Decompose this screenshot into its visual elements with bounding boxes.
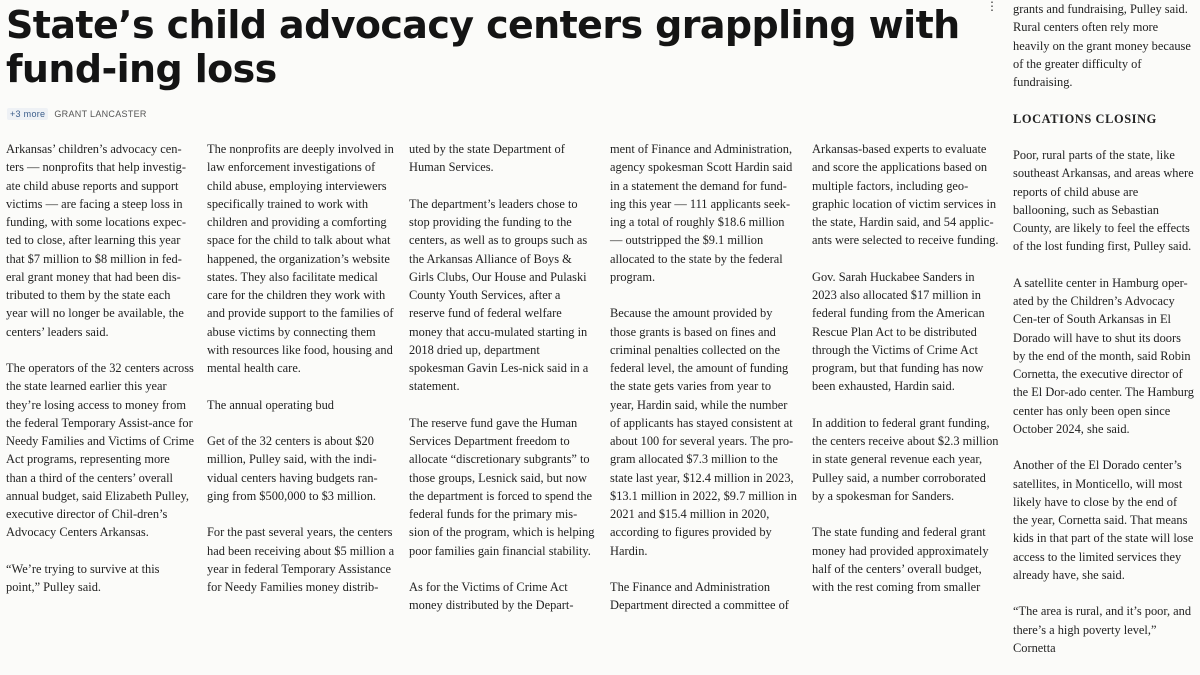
paragraph: ment of Finance and Administration, agency spokesman Scott Hardin said in a statement the demand for fund-ing this year — 111 applicants seek-ing a total of roughly $18.6 million — outstripped the $9.1 million allocated to the state by the federal program. xyxy=(610,142,793,284)
paragraph: A satellite center in Hamburg oper-ated by the Children’s Advocacy Cen-ter of South Arkansas in El Dorado will have to shut its doors by the end of the month, said Robin Cornetta, the executive director of the El Dor-ado center. The Hamburg center has only been open since October 2024, she said. xyxy=(1013,275,1194,436)
paragraph: The Finance and Administration Department directed a committee of xyxy=(610,580,789,613)
paragraph: The department’s leaders chose to stop providing the funding to the centers, as well as to groups such as the Arkansas Alliance of Boys & Girls Clubs, Our House and Pulaski County Youth Services, after a reserve fund of federal welfare money that accu-mulated starting in 2018 dried up, department spokesman Gavin Les-nick said in a statement. xyxy=(409,196,589,394)
section-heading: LOCATIONS CLOSING xyxy=(1013,111,1157,126)
article-headline: State’s child advocacy centers grappling with fund-ing loss xyxy=(6,3,960,91)
paragraph: uted by the state Department of Human Services. xyxy=(409,142,565,175)
paragraph: Another of the El Dorado center’s satellites, in Monticello, will most likely have to close by the end of the year, Cornetta said. That means kids in that part of the state will lose access to the limited services they already have, she said. xyxy=(1013,458,1194,582)
paragraph: “We’re trying to survive at this point,” Pulley said. xyxy=(6,561,160,594)
paragraph: Arkansas’ children’s advocacy cen-ters — nonprofits that help investig-ate child abuse reports and support victims — are facing a steep loss in funding, with some locations expec-ted to close, after learning this year that $7 million to $8 million in fed-eral grant money that had been dis-tributed to them by the state each year will no longer be available, the centers’ leaders said. xyxy=(6,142,186,339)
article-column-1 xyxy=(6,140,194,615)
paragraph: Because the amount provided by those grants is based on fines and criminal penalties collected on the federal level, the amount of funding the state gets varies from year to year, Hardin said, while the number of applicants has stayed consistent at about 100 for several years. The pro-gram allocated $7.3 million to the state last year, $12.4 million in 2023, $13.1 million in 2022, $9.7 million in 2021 and $15.4 million in 2020, according to figures provided by Hardin. xyxy=(610,306,797,558)
paragraph: For the past several years, the centers had been receiving about $5 million a year in federal Temporary Assistance for Needy Families money distrib- xyxy=(207,525,395,594)
paragraph: The operators of the 32 centers across the state learned earlier this year they’re losing access to money from the federal Temporary Assist-ance for Needy Families and Victims of Crime Act programs, representing more than a third of the centers’ overall annual budget, said Elizabeth Pulley, executive director of Chil-dren’s Advocacy Centers Arkansas. xyxy=(6,361,194,540)
more-authors-link[interactable]: +3 more xyxy=(7,108,48,120)
paragraph: Gov. Sarah Huckabee Sanders in 2023 also allocated $17 million in federal funding from the American Rescue Plan Act to be distributed through the Victims of Crime Act program, but that funding has now been exhausted, Hardin said. xyxy=(812,269,985,394)
author-name: GRANT LANCASTER xyxy=(54,109,147,119)
paragraph: The reserve fund gave the Human Services Department freedom to allocate “discretionary subgrants” to those groups, Lesnick said, but now the department is forced to spend the federal funds for the primary mis-sion of the program, which is helping poor families gain financial stability. xyxy=(409,415,595,558)
paragraph: grants and fundraising, Pulley said. Rural centers often rely more heavily on the grant money because of the greater difficulty of fundraising. xyxy=(1013,2,1191,89)
kebab-menu-icon[interactable]: ⋮ xyxy=(986,0,998,13)
article-column-2 xyxy=(207,140,395,615)
paragraph: The state funding and federal grant money had provided approximately half of the centers’ overall budget, with the rest coming from smaller xyxy=(812,525,989,594)
article-column-3 xyxy=(409,140,597,633)
paragraph: “The area is rural, and it’s poor, and there’s a high poverty level,” Cornetta xyxy=(1013,604,1192,655)
paragraph: In addition to federal grant funding, the centers receive about $2.3 million in state general revenue each year, Pulley said, a number corroborated by a spokesman for Sanders. xyxy=(812,415,999,503)
paragraph: As for the Victims of Crime Act money distributed by the Depart- xyxy=(409,580,574,613)
byline xyxy=(7,108,147,120)
article-column-4 xyxy=(610,140,798,633)
paragraph: The nonprofits are deeply involved in law enforcement investigations of child abuse, employing interviewers specifically trained to work with children and providing a comforting space for the child to talk about what happened, the organization’s website states. They also facilitate medical care for the children they work with and provide support to the families of abuse victims by connecting them with resources like food, housing and mental health care. xyxy=(207,142,394,375)
article-column-6 xyxy=(1013,0,1195,675)
paragraph: The annual operating bud xyxy=(207,397,334,412)
paragraph: Get of the 32 centers is about $20 million, Pulley said, with the indi-vidual centers having budgets ran-ging from $500,000 to $3 million. xyxy=(207,434,378,503)
paragraph: Arkansas-based experts to evaluate and score the applications based on multiple factors, including geo-graphic location of victim services in the state, Hardin said, and 54 applic-ants were selected to receive funding. xyxy=(812,142,999,248)
article-column-5 xyxy=(812,140,1000,615)
paragraph: Poor, rural parts of the state, like southeast Arkansas, and areas where reports of child abuse are ballooning, such as Sebastian County, are likely to feel the effects of the lost funding first, Pulley said. xyxy=(1013,148,1194,254)
